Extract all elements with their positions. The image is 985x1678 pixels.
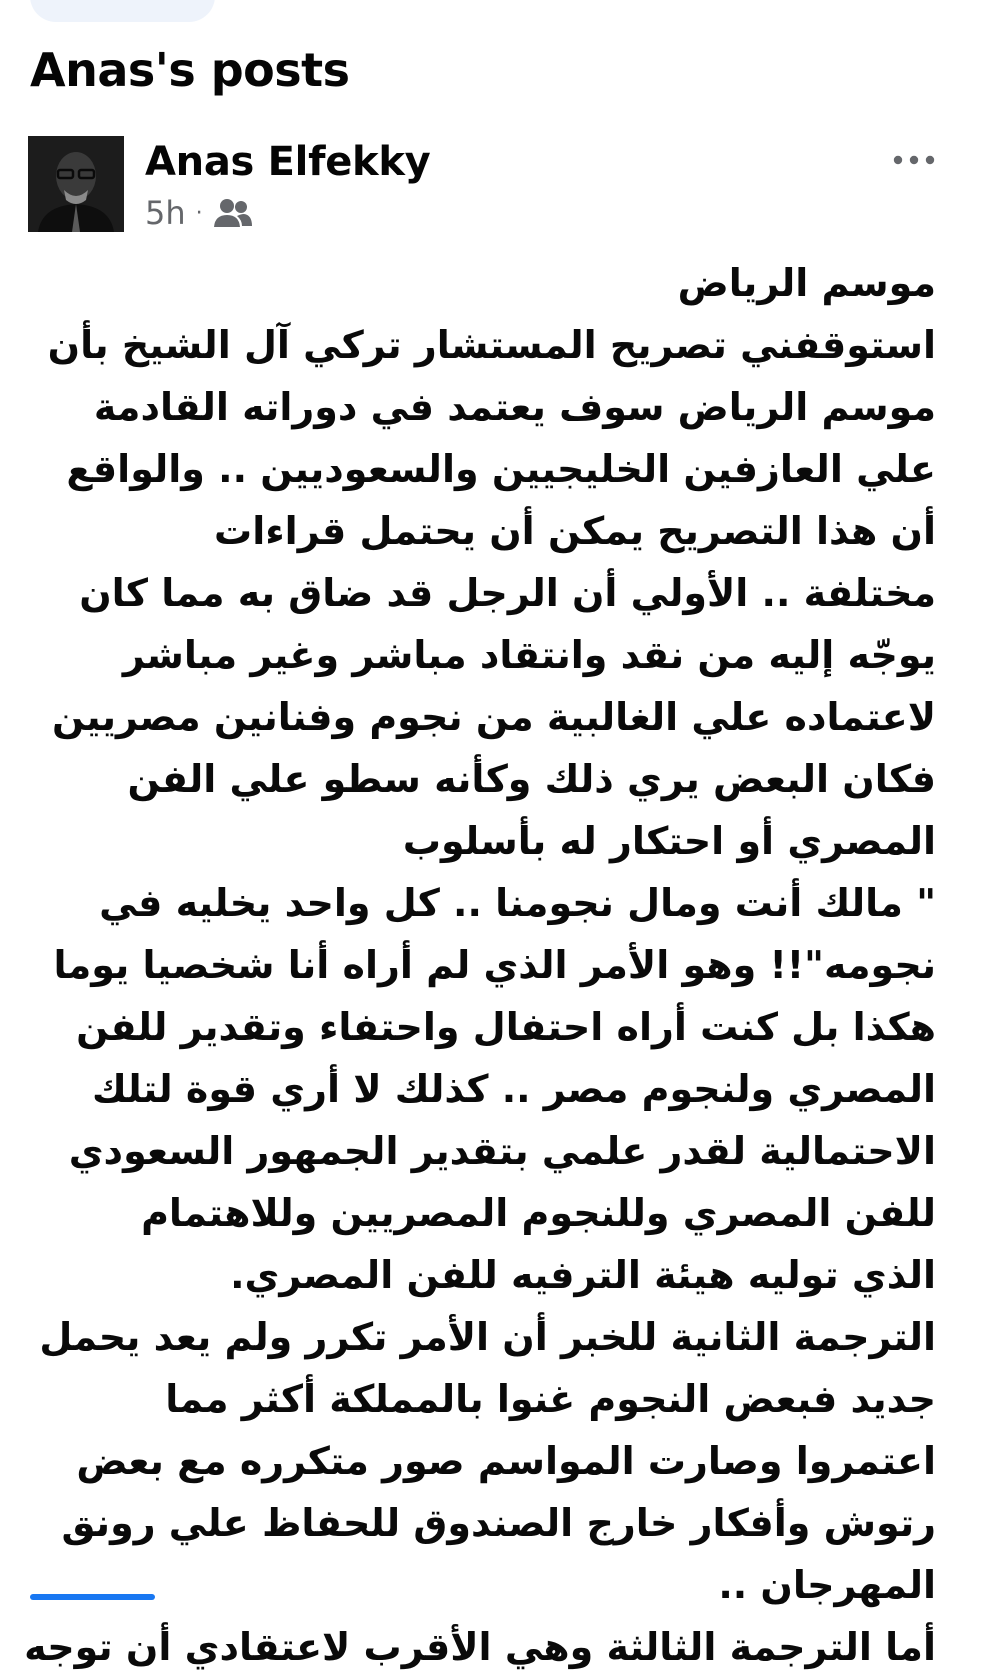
- post-text-line: فكان البعض يري ذلك وكأنه سطو علي الفن: [127, 757, 936, 801]
- post-text-line: أن هذا التصريح يمكن أن يحتمل قراءات: [214, 509, 936, 553]
- avatar-image: [28, 136, 124, 232]
- post-text-line: يوجّه إليه من نقد وانتقاد مباشر وغير مباشر: [122, 633, 936, 677]
- post-text-line: " مالك أنت ومال نجومنا .. كل واحد يخليه في: [99, 881, 936, 925]
- post-text-line: استوقفني تصريح المستشار تركي آل الشيخ بأن: [47, 323, 936, 367]
- post-header: [0, 130, 985, 240]
- author-name[interactable]: Anas Elfekky: [145, 139, 431, 185]
- post-text-line: علي العازفين الخليجيين والسعوديين .. والواقع: [66, 447, 936, 491]
- post-text-line: أما الترجمة الثالثة وهي الأقرب لاعتقادي أن توجه: [24, 1625, 936, 1669]
- post-text-line: جديد فبعض النجوم غنوا بالمملكة أكثر مما: [165, 1377, 936, 1421]
- friends-icon: [213, 197, 253, 229]
- avatar[interactable]: [28, 136, 124, 232]
- post-text-line: الذي توليه هيئة الترفيه للفن المصري.: [230, 1253, 936, 1297]
- post-text-line: مختلفة .. الأولي أن الرجل قد ضاق به مما كان: [79, 571, 936, 615]
- more-options-button[interactable]: [886, 142, 942, 178]
- post-meta: [145, 192, 253, 234]
- post-text-line: للفن المصري وللنجوم المصريين وللاهتمام: [141, 1191, 936, 1235]
- post-text-line: اعتمروا وصارت المواسم صور متكرره مع بعض: [76, 1439, 936, 1483]
- active-tab-indicator: [30, 1594, 155, 1600]
- post-text-line: هكذا بل كنت أراه احتفال واحتفاء وتقدير للفن: [76, 1005, 936, 1049]
- more-options-icon: [892, 154, 936, 166]
- post-text-line: نجومه"!! وهو الأمر الذي لم أراه أنا شخصيا يوما: [53, 943, 936, 987]
- post-text-line: رتوش وأفكار خارج الصندوق للحفاظ علي رونق: [61, 1501, 936, 1545]
- meta-separator: ·: [195, 200, 203, 226]
- post-time[interactable]: 5h: [145, 194, 186, 232]
- post-text-line: موسم الرياض سوف يعتمد في دوراته القادمة: [93, 385, 936, 429]
- post-text-line: الاحتمالية لقدر علمي بتقدير الجمهور السعودي: [68, 1129, 936, 1173]
- top-tab-pill[interactable]: [30, 0, 215, 22]
- post-text-line: المهرجان ..: [718, 1563, 936, 1607]
- post-text-line: لاعتماده علي الغالبية من نجوم وفنانين مصريين: [52, 695, 936, 739]
- section-title: Anas's posts: [30, 43, 350, 97]
- post-text: [24, 252, 936, 1669]
- post-text-line: موسم الرياض: [677, 261, 936, 305]
- post-text-line: المصري أو احتكار له بأسلوب: [402, 819, 936, 863]
- post-text-line: الترجمة الثانية للخبر أن الأمر تكرر ولم يعد يحمل: [39, 1315, 936, 1359]
- post-text-line: المصري ولنجوم مصر .. كذلك لا أري قوة لتلك: [92, 1067, 936, 1111]
